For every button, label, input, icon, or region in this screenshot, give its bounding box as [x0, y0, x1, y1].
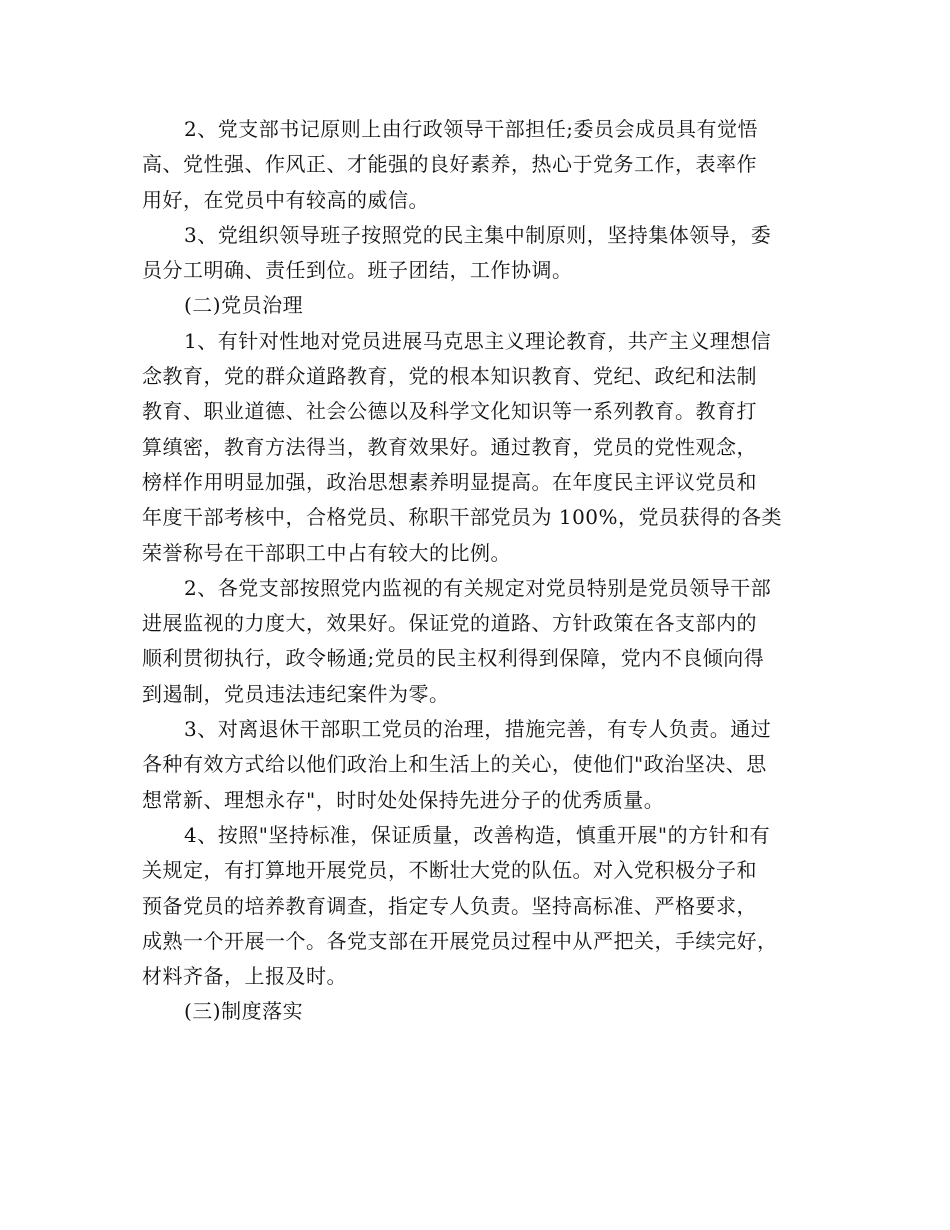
text-line: 3、党组织领导班子按照党的民主集中制原则，坚持集体领导，委: [184, 222, 772, 247]
section-heading-2: [142, 288, 828, 323]
section-heading: (二)党员治理: [184, 293, 304, 318]
paragraph-6: [142, 818, 828, 994]
text-line: 2、各党支部按照党内监视的有关规定对党员特别是党员领导干部: [184, 575, 772, 600]
text-line: 年度干部考核中，合格党员、称职干部党员为 100%，党员获得的各类: [142, 505, 783, 530]
text-line: 成熟一个开展一个。各党支部在开展党员过程中从严把关，手续完好，: [142, 928, 778, 953]
text-line: 榜样作用明显加强，政治思想素养明显提高。在年度民主评议党员和: [142, 469, 757, 494]
text-line: 荣誉称号在干部职工中占有较大的比例。: [142, 540, 511, 565]
text-line: 3、对离退休干部职工党员的治理，措施完善，有专人负责。通过: [184, 717, 772, 742]
text-line: 员分工明确、责任到位。班子团结，工作协调。: [142, 258, 573, 283]
text-line: 材料齐备，上报及时。: [142, 964, 347, 989]
paragraph-2: [142, 218, 828, 289]
section-heading-3: [142, 994, 828, 1029]
text-line: 1、有针对性地对党员进展马克思主义理论教育，共产主义理想信: [184, 328, 772, 353]
section-heading: (三)制度落实: [184, 999, 304, 1024]
text-line: 用好，在党员中有较高的威信。: [142, 187, 429, 212]
text-line: 4、按照"坚持标准，保证质量，改善构造，慎重开展"的方针和有: [184, 822, 771, 847]
text-line: 进展监视的力度大，效果好。保证党的道路、方针政策在各支部内的: [142, 611, 757, 636]
text-line: 高、党性强、作风正、才能强的良好素养，热心于党务工作，表率作: [142, 152, 757, 177]
paragraph-1: [142, 112, 828, 218]
text-line: 顺利贯彻执行，政令畅通;党员的民主权利得到保障，党内不良倾向得: [142, 646, 765, 671]
text-line: 算缜密，教育方法得当，教育效果好。通过教育，党员的党性观念，: [142, 434, 757, 459]
text-line: 关规定，有打算地开展党员，不断壮大党的队伍。对入党积极分子和: [142, 858, 757, 883]
text-line: 各种有效方式给以他们政治上和生活上的关心，使他们"政治坚决、思: [142, 752, 767, 777]
text-line: 预备党员的培养教育调查，指定专人负责。坚持高标准、严格要求，: [142, 893, 757, 918]
text-line: 到遏制，党员违法违纪案件为零。: [142, 681, 450, 706]
paragraph-4: [142, 571, 828, 712]
text-line: 念教育，党的群众道路教育，党的根本知识教育、党纪、政纪和法制: [142, 364, 757, 389]
text-line: 想常新、理想永存"，时时处处保持先进分子的优秀质量。: [142, 787, 665, 812]
document-page: [142, 112, 828, 1030]
paragraph-5: [142, 712, 828, 818]
text-line: 教育、职业道德、社会公德以及科学文化知识等一系列教育。教育打: [142, 399, 757, 424]
paragraph-3: [142, 324, 828, 571]
text-line: 2、党支部书记原则上由行政领导干部担任;委员会成员具有觉悟: [184, 117, 758, 141]
